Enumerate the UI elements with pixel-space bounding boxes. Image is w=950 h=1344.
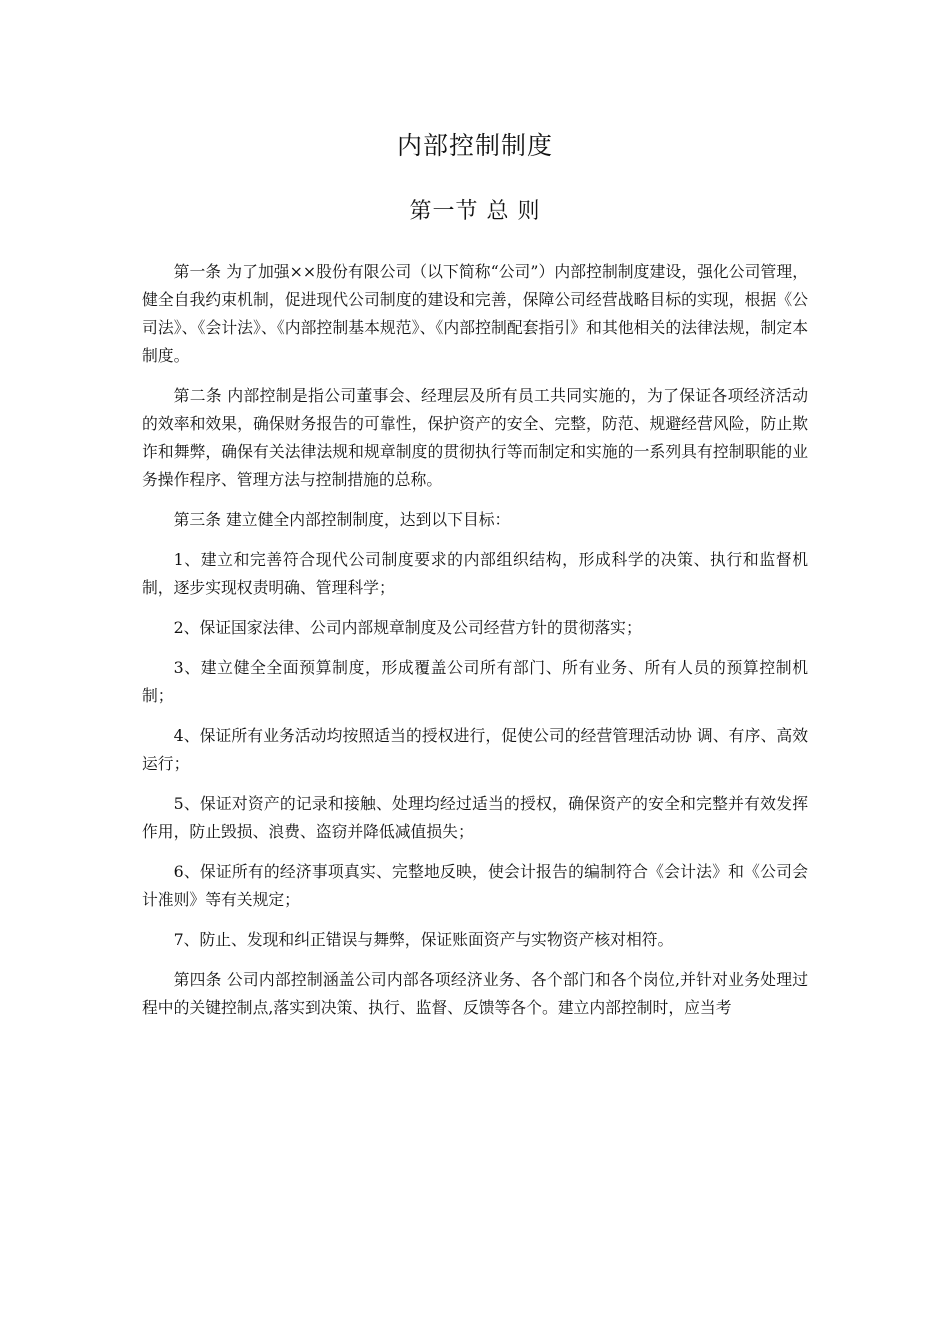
- paragraph-article-2: 第二条 内部控制是指公司董事会、经理层及所有员工共同实施的，为了保证各项经济活动的效率和效果，确保财务报告的可靠性，保护资产的安全、完整，防范、规避经营风险，防止欺诈和舞弊，确保有关法律法规和规章制度的贯彻执行等而制定和实施的一系列具有控制职能的业务操作程序、管理方法与控制措施的总称。: [142, 386, 808, 489]
- paragraph-article-3: 第三条 建立健全内部控制制度，达到以下目标：: [173, 510, 511, 529]
- list-item-goal-7: 7、防止、发现和纠正错误与舞弊，保证账面资产与实物资产核对相符。: [173, 930, 674, 949]
- list-item-goal-6: 6、保证所有的经济事项真实、完整地反映，使会计报告的编制符合《会计法》和《公司会计准则》等有关规定；: [142, 862, 808, 909]
- document-title: 内部控制制度: [396, 131, 553, 160]
- list-item-goal-5: 5、保证对资产的记录和接触、处理均经过适当的授权，确保资产的安全和完整并有效发挥作用，防止毁损、浪费、盗窃并降低减值损失；: [142, 794, 808, 841]
- document-body: [142, 258, 808, 1034]
- list-item-goal-1: 1、建立和完善符合现代公司制度要求的内部组织结构，形成科学的决策、执行和监督机制，逐步实现权责明确、管理科学；: [142, 550, 808, 597]
- paragraph-article-1: 第一条 为了加强××股份有限公司（以下简称“公司”）内部控制制度建设，强化公司管理，健全自我约束机制，促进现代公司制度的建设和完善，保障公司经营战略目标的实现，根据《公司法》、《会计法》、《内部控制基本规范》、《内部控制配套指引》和其他相关的法律法规，制定本制度。: [142, 262, 808, 365]
- list-item-goal-3: 3、建立健全全面预算制度，形成覆盖公司所有部门、所有业务、所有人员的预算控制机制；: [142, 658, 808, 705]
- list-item-goal-2: 2、保证国家法律、公司内部规章制度及公司经营方针的贯彻落实；: [173, 618, 642, 637]
- section-title: 第一节 总 则: [409, 199, 541, 224]
- paragraph-article-4: 第四条 公司内部控制涵盖公司内部各项经济业务、各个部门和各个岗位,并针对业务处理过程中的关键控制点,落实到决策、执行、监督、反馈等各个。建立内部控制时，应当考: [142, 970, 808, 1017]
- list-item-goal-4: 4、保证所有业务活动均按照适当的授权进行，促使公司的经营管理活动协 调、有序、高效运行；: [142, 726, 808, 773]
